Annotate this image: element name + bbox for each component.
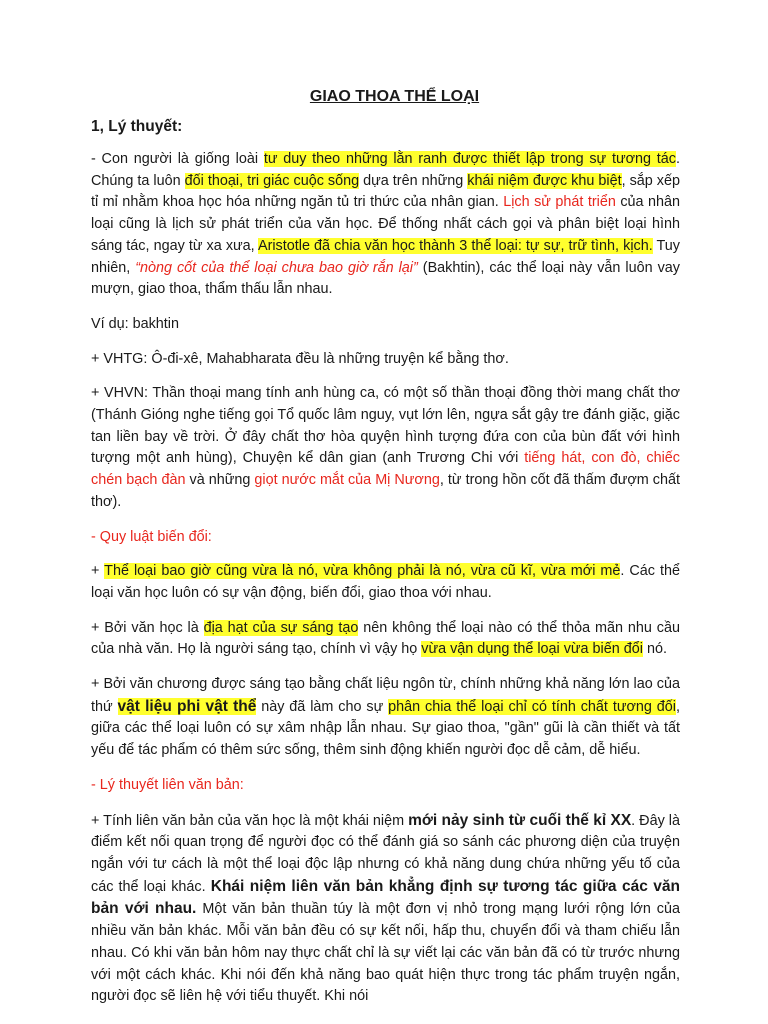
highlighted-text: phân chia thể loại chỉ có tính chất tương đối [388,698,676,715]
text-run: , giữa các thể loại luôn có sự xâm nhập lẫn nhau. Sự giao thoa, "gần" gũi là cần thiết và tất yếu để tác phẩm có thêm sức sống, thêm sinh động khiến người đọc dễ cảm, dễ hiểu. [91,698,680,759]
highlighted-text: khái niệm được khu biệt [467,172,622,189]
paragraph-change-3 [91,674,680,762]
highlighted-bold-text: vật liệu phi vật thể [117,697,257,715]
text-run: này đã làm cho sự [256,698,389,715]
bold-text: mới nảy sinh từ cuối thế kỉ XX [408,811,632,829]
text-run: nên không thể loại nào có thể thỏa mãn nhu cầu của nhà văn. Họ là người sáng tạo, chính vì vậy họ [91,619,680,658]
text-run: . Đây là điểm kết nối quan trọng để người đọc có thể đánh giá so sánh các phương diện của truyện ngắn với tư cách là một thể loại độc lập nhưng có khả năng dung chứa những yếu tố của các thể loại khác. [91,812,680,895]
paragraph-change-1 [91,561,680,604]
text-run: - Con người là giống loài [91,151,264,167]
paragraph-intertextuality [91,810,680,1008]
highlighted-text: tư duy theo những lằn ranh được thiết lập trong sự tương tác [263,151,676,167]
red-italic-quote: “nòng cốt của thể loại chưa bao giờ rắn lại” [135,259,418,276]
text-run: nó. [642,641,667,658]
text-run: và những [185,472,255,489]
highlighted-text: vừa vận dụng thể loại vừa biến đổi [421,641,643,658]
section-heading-theory: 1, Lý thuyết: [91,118,183,135]
bold-text: Khái niệm liên văn bản khẳng định sự tương tác giữa các văn bản với nhau. [91,877,680,918]
red-text: giọt nước mắt của Mị Nương [254,472,440,489]
document-body [91,88,680,1021]
paragraph-vietnamese-literature [91,383,680,513]
text-run: + Bởi văn chương được sáng tạo bằng chất liệu ngôn từ, chính những khả năng lớn lao của thứ [91,676,680,715]
paragraph-change-2 [91,618,680,661]
text-run: . Chúng ta luôn [91,151,680,189]
text-run: + [91,563,105,580]
text-run: + Tính liên văn bản của văn học là một khái niệm [91,812,409,829]
highlighted-text: đối thoại, tri giác cuộc sống [184,172,360,189]
paragraph-world-literature: + VHTG: Ô-đi-xê, Mahabharata đều là những truyện kể bằng thơ. [91,350,509,367]
document-title: GIAO THOA THỂ LOẠI [309,88,480,105]
paragraph-example-label: Ví dụ: bakhtin [91,315,180,332]
text-run: + VHVN: Thần thoại mang tính anh hùng ca, có một số thần thoại đồng thời mang chất thơ (Thánh Gióng nghe tiếng gọi Tổ quốc lâm nguy, vụt lớn lên, ngựa sắt gậy tre đánh giặc, giặc tan liền bay về trời. Ở đây chất thơ hòa quyện hình tượng đứa con của bùn đất với hình tượng một anh hùng), Chuyện kể dân gian (anh Trương Chi với [91,385,680,467]
text-run: của nhân loại cũng là lịch sử phát triển của văn học. Để thống nhất cách gọi và phân biệt loại hình sáng tác, ngay từ xa xưa, [91,194,681,254]
text-run: + Bởi văn học là [91,619,204,636]
text-run: . Các thể loại văn học luôn có sự vận động, biến đổi, giao thoa với nhau. [91,563,680,601]
text-run: dựa trên những [359,172,468,189]
subheading-change-law: - Quy luật biến đổi: [91,528,212,545]
highlighted-text: Aristotle đã chia văn học thành 3 thể loại: tự sự, trữ tình, kịch. [257,237,653,254]
text-run: , từ trong hồn cốt đã thấm đượm chất thơ). [91,472,681,510]
paragraph-intro [91,149,680,301]
highlighted-text: Thể loại bao giờ cũng vừa là nó, vừa không phải là nó, vừa cũ kĩ, vừa mới mẻ [104,563,621,580]
text-run: , sắp xếp tỉ mỉ nhằm khoa học hóa những ngăn tủ tri thức của nhân gian. [91,172,681,211]
text-run: (Bakhtin), các thể loại này vẫn luôn vay mượn, giao thoa, thẩm thấu lẫn nhau. [91,259,680,298]
text-run: Tuy nhiên, [91,237,680,276]
red-text: tiếng hát, con đò, chiếc chén bạch đàn [91,450,680,489]
highlighted-text: địa hạt của sự sáng tạo [203,619,359,636]
subheading-intertextuality: - Lý thuyết liên văn bản: [91,776,244,793]
red-text: Lịch sử phát triển [503,194,616,211]
text-run: Một văn bản thuần túy là một đơn vị nhỏ trong mạng lưới rộng lớn của nhiều văn bản khác. Mỗi văn bản đều có sự kết nối, hấp thu, chuyển đổi và tham chiếu lẫn nhau. Có khi văn bản hôm nay thực chất chỉ là sự viết lại các văn bản đã có từ trước nhưng với một cách khác. Khi nói đến khả năng bao quát hiện thực trong tác phẩm truyện ngắn, người đọc sẽ liên hệ với tiểu thuyết. Khi nói [91,901,681,1005]
